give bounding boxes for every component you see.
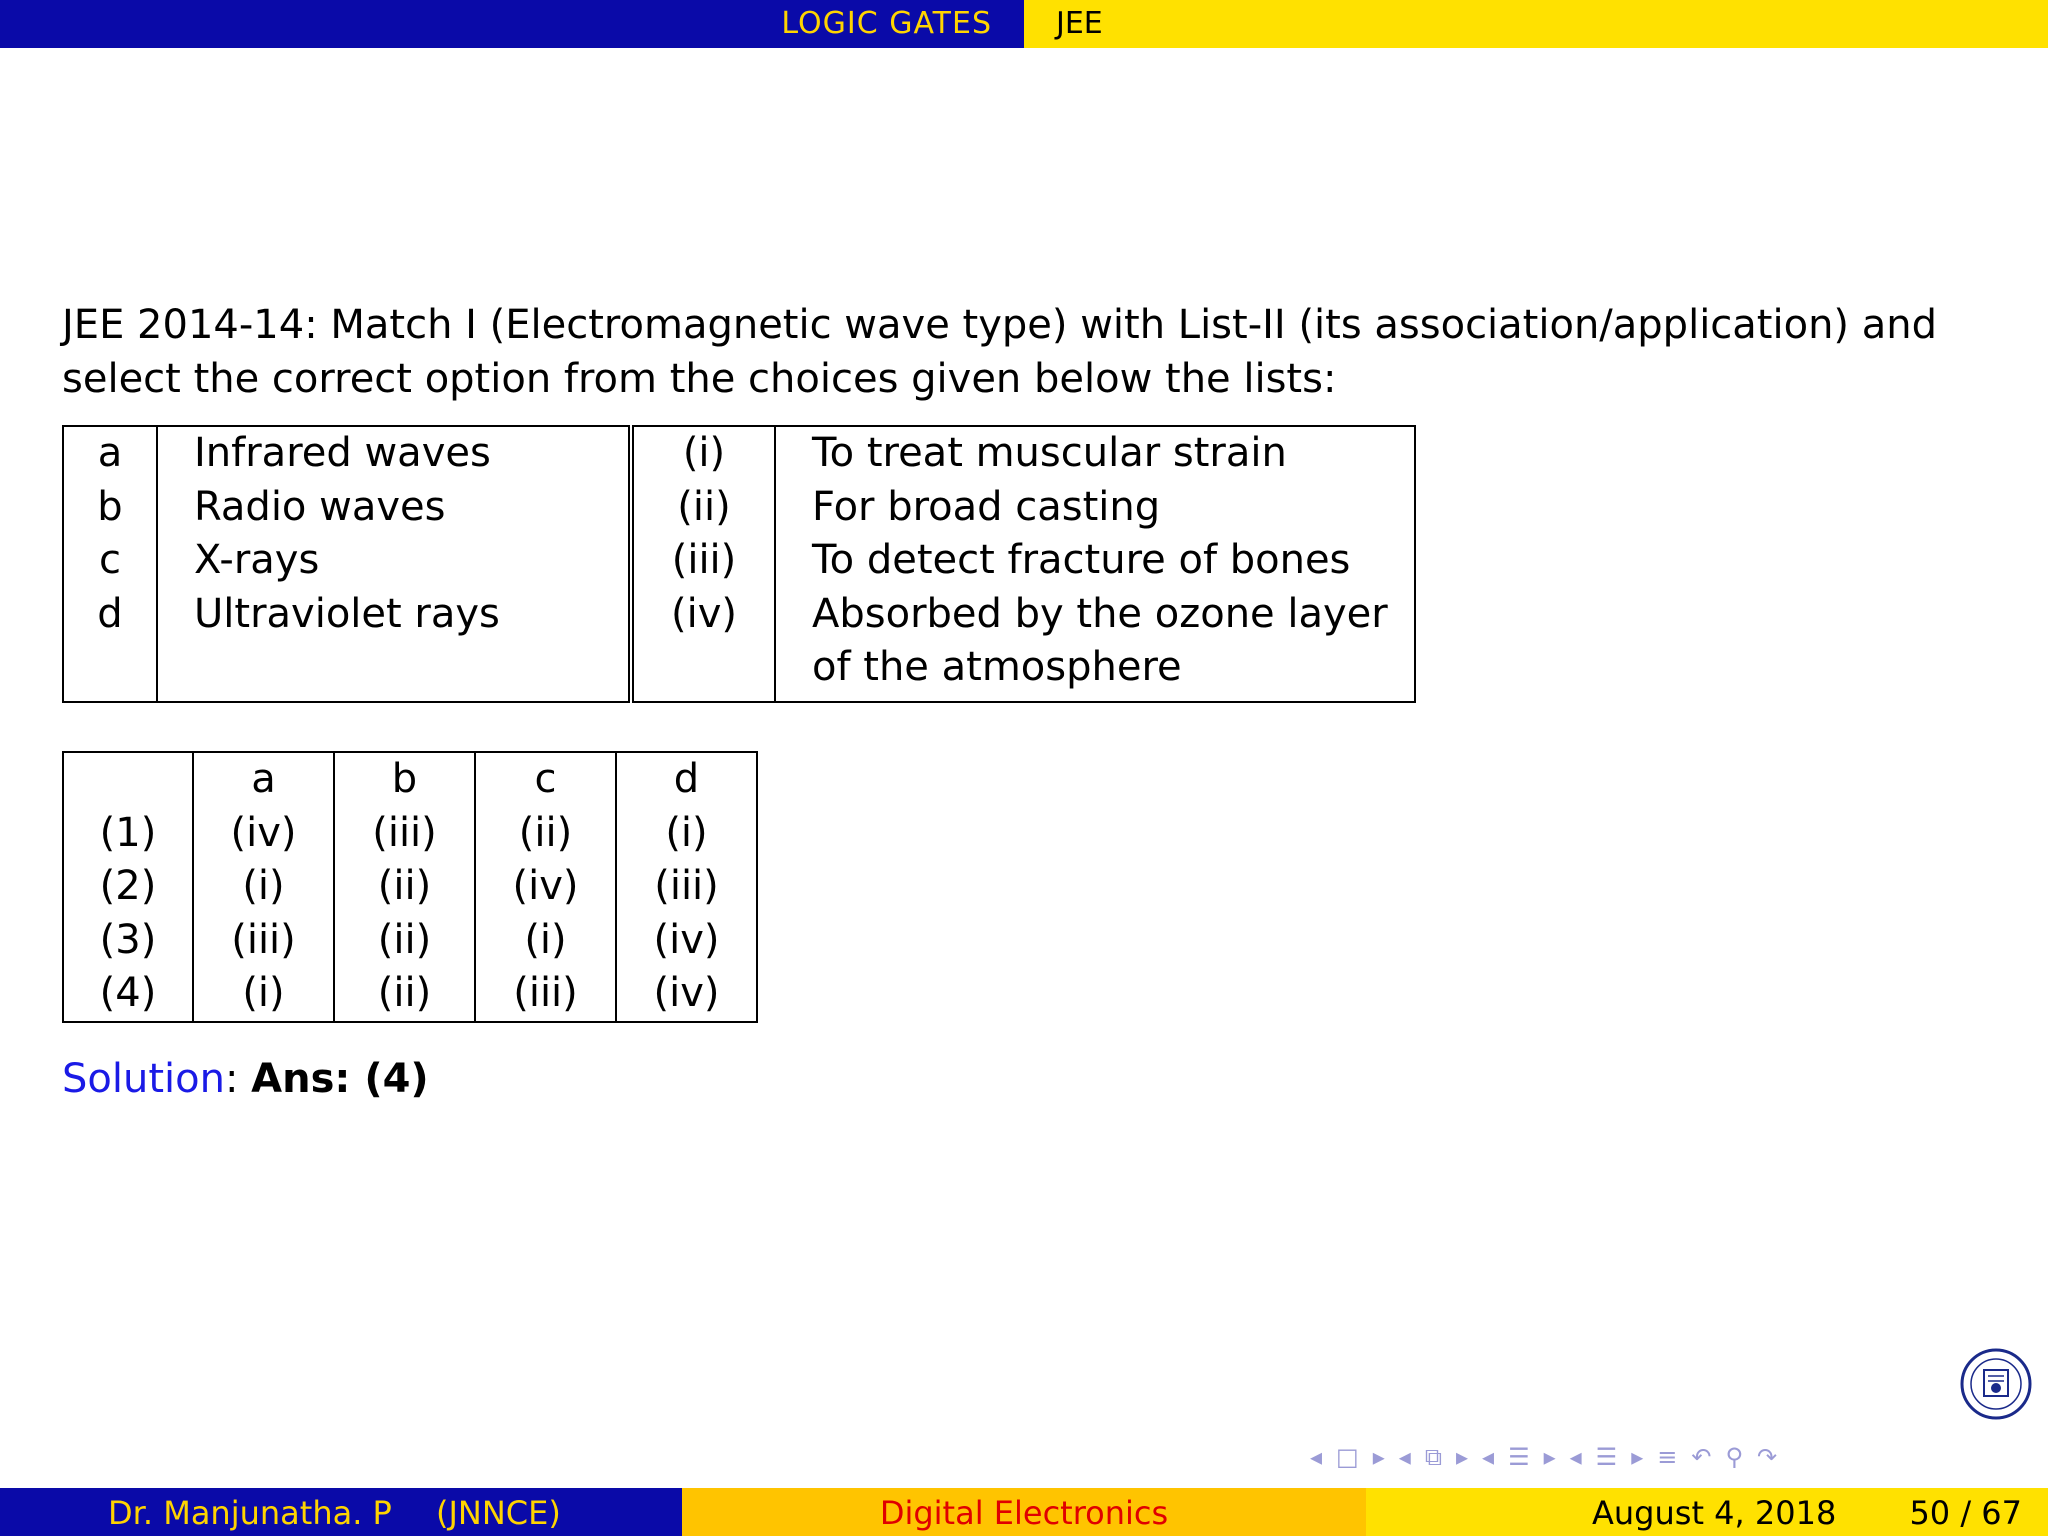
header-section-label: LOGIC GATES [781,6,992,41]
list2-number: (iii) [631,534,775,588]
arrow-left-icon[interactable]: ◂ [1569,1443,1582,1471]
table-row [63,967,757,1022]
section-icon[interactable]: ☰ [1508,1443,1530,1471]
option-cell: (iii) [616,860,757,914]
beamer-navigation [1310,1440,1777,1474]
header-section[interactable] [0,0,1024,48]
option-cell: (iv) [475,860,616,914]
empty-cell [631,641,775,702]
option-cell: (iii) [193,914,334,968]
table-header-row [63,752,757,807]
frame-icon[interactable]: □ [1336,1443,1359,1471]
footer-author: Dr. Manjunatha. P [108,1494,392,1532]
option-label: (4) [63,967,193,1022]
list2-application: To treat muscular strain [775,426,1415,481]
arrow-left-icon[interactable]: ◂ [1482,1443,1495,1471]
header-cell: d [616,752,757,807]
footer-title: Digital Electronics [879,1494,1169,1532]
list2-application: Absorbed by the ozone layer [775,588,1415,642]
list2-application: For broad casting [775,481,1415,535]
option-cell: (i) [616,807,757,861]
solution-answer: Ans: (4) [251,1056,429,1102]
table-row [63,914,757,968]
option-cell: (i) [475,914,616,968]
list1-letter: c [63,534,157,588]
list2-number: (i) [631,426,775,481]
list1-wave: Ultraviolet rays [157,588,631,642]
solution-label: Solution [62,1056,225,1102]
list2-number: (iv) [631,588,775,642]
undo-icon[interactable]: ↶ [1691,1443,1712,1471]
arrow-right-icon[interactable]: ▸ [1543,1443,1556,1471]
align-icon[interactable]: ≡ [1657,1443,1678,1471]
redo-icon[interactable]: ↷ [1757,1443,1778,1471]
option-cell: (ii) [334,967,475,1022]
option-cell: (iii) [334,807,475,861]
option-cell: (iv) [616,914,757,968]
list1-letter: d [63,588,157,642]
table-row [63,426,1415,481]
table-row [63,534,1415,588]
option-label: (1) [63,807,193,861]
option-label: (3) [63,914,193,968]
college-seal-logo [1960,1348,2032,1420]
question-text [62,298,2002,406]
option-cell: (ii) [334,914,475,968]
table-row [63,807,757,861]
subsection-icon[interactable]: ⧉ [1424,1443,1442,1471]
list2-application-continuation: of the atmosphere [775,641,1415,702]
table-row [63,588,1415,642]
footer-date-section [1366,1488,2048,1536]
list2-application: To detect fracture of bones [775,534,1415,588]
option-cell: (ii) [475,807,616,861]
list1-letter: b [63,481,157,535]
list1-wave: Infrared waves [157,426,631,481]
list1-wave: X-rays [157,534,631,588]
choices-table [62,751,758,1023]
footer-author-section [0,1488,682,1536]
list1-letter: a [63,426,157,481]
header-cell: a [193,752,334,807]
solution-colon: : [224,1056,239,1102]
option-cell: (i) [193,860,334,914]
list1-wave: Radio waves [157,481,631,535]
section-icon[interactable]: ☰ [1595,1443,1618,1471]
header-cell: b [334,752,475,807]
arrow-left-icon[interactable]: ◂ [1398,1443,1411,1471]
empty-cell [63,641,157,702]
table-row [63,481,1415,535]
option-cell: (ii) [334,860,475,914]
footer-page-number: 50 / 67 [1909,1494,2022,1532]
option-cell: (iv) [193,807,334,861]
question-line-1: JEE 2014-14: Match I (Electromagnetic wave type) with List-II (its association/application) and [62,302,1937,348]
arrow-right-icon[interactable]: ▸ [1631,1443,1644,1471]
option-label: (2) [63,860,193,914]
table-row [63,641,1415,702]
arrow-right-icon[interactable]: ▸ [1372,1443,1385,1471]
header-cell [63,752,193,807]
footer-date: August 4, 2018 [1592,1494,1837,1532]
arrow-right-icon[interactable]: ▸ [1455,1443,1469,1471]
option-cell: (iii) [475,967,616,1022]
header-bar [0,0,2048,48]
footer-institution: (JNNCE) [436,1494,561,1532]
header-subsection-label: JEE [1056,6,1103,41]
option-cell: (iv) [616,967,757,1022]
arrow-left-icon[interactable]: ◂ [1310,1443,1323,1471]
search-icon[interactable]: ⚲ [1725,1443,1744,1471]
table-row [63,860,757,914]
empty-cell [157,641,631,702]
footer-bar [0,1488,2048,1536]
footer-title-section [682,1488,1366,1536]
header-subsection[interactable] [1024,0,2048,48]
header-cell: c [475,752,616,807]
option-cell: (i) [193,967,334,1022]
question-line-2: select the correct option from the choices given below the lists: [62,356,1337,402]
solution-line [62,1052,429,1106]
list2-number: (ii) [631,481,775,535]
match-table [62,425,1416,703]
